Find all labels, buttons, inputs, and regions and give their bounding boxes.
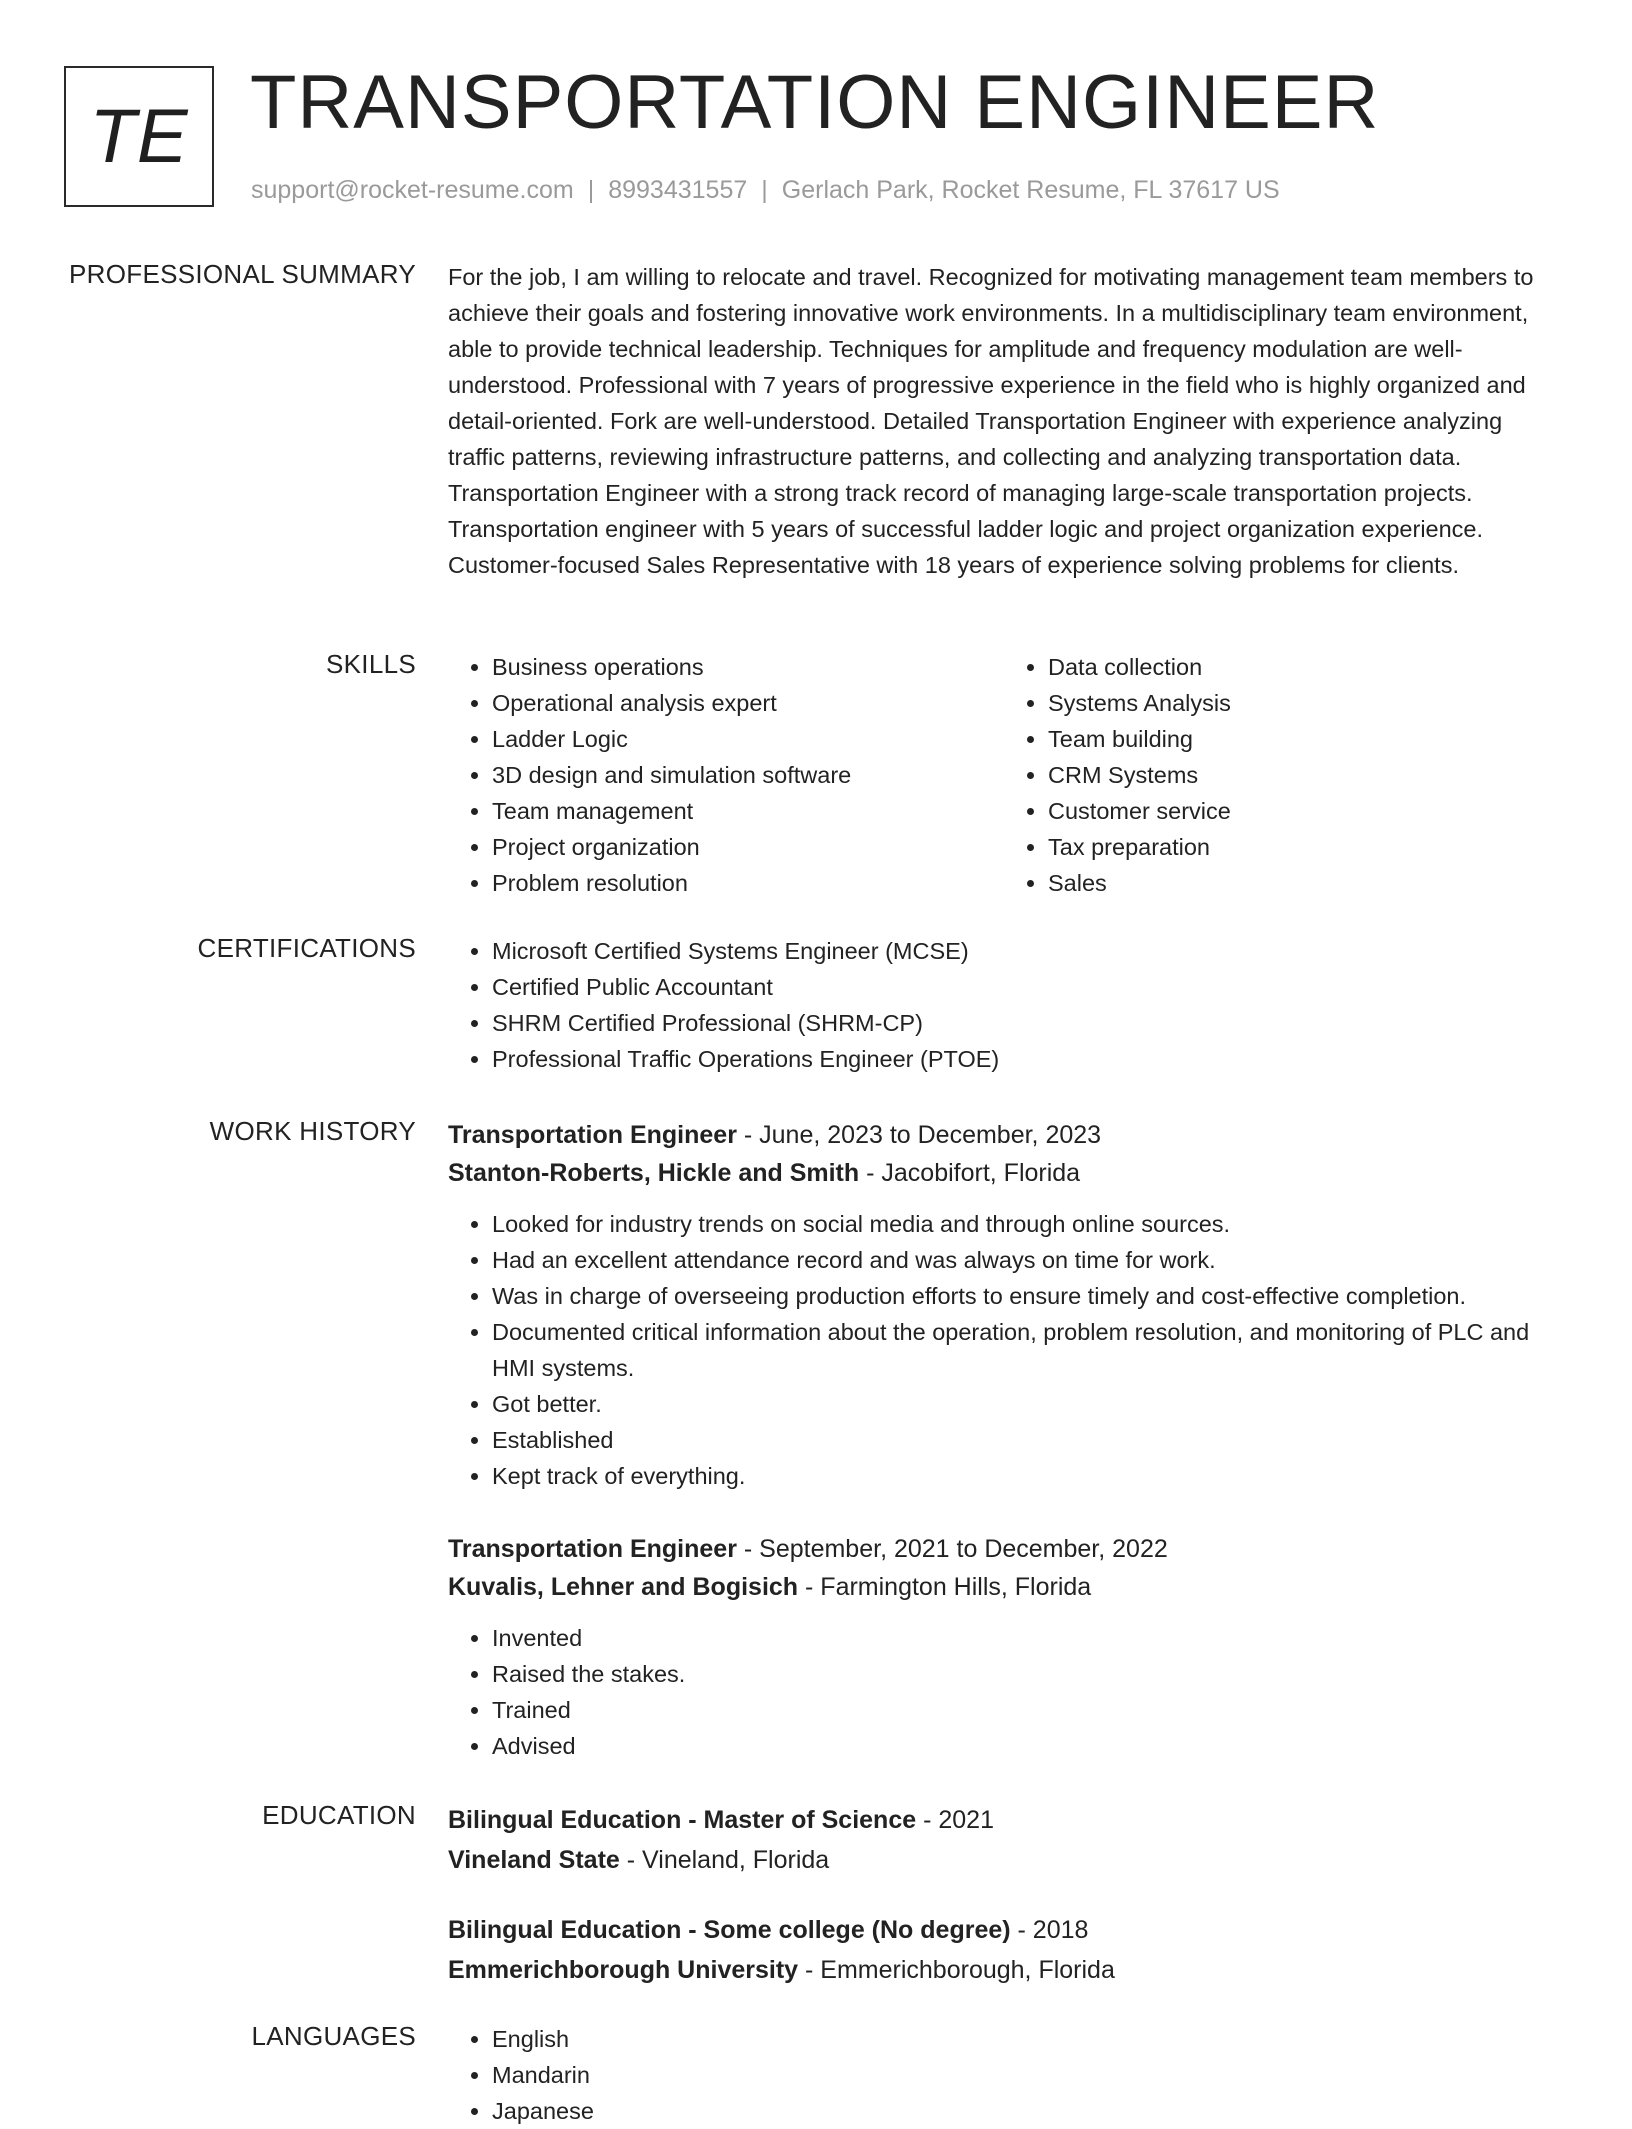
job-company-line	[448, 1154, 1560, 1192]
list-item: • CRM Systems	[1048, 757, 1560, 793]
list-item: • English	[492, 2021, 1560, 2057]
section-label: PROFESSIONAL SUMMARY	[69, 259, 416, 289]
list-item: • SHRM Certified Professional (SHRM-CP)	[492, 1005, 1560, 1041]
email[interactable]: support@rocket-resume.com	[251, 176, 574, 204]
degree: Bilingual Education - Some college (No degree)	[448, 1916, 1011, 1944]
education-entry	[448, 1800, 1560, 1880]
school: Emmerichborough University	[448, 1956, 799, 1984]
job-title-line	[448, 1530, 1560, 1568]
list-item: • Ladder Logic	[492, 721, 1004, 757]
section-label: WORK HISTORY	[209, 1116, 416, 1146]
section-label: EDUCATION	[262, 1800, 416, 1830]
job-bullets	[448, 1206, 1560, 1494]
list-item: • Team management	[492, 793, 1004, 829]
degree-line	[448, 1800, 1560, 1840]
resume-title: TRANSPORTATION ENGINEER	[250, 60, 1380, 145]
job-location: - Jacobifort, Florida	[859, 1159, 1081, 1187]
summary-text: For the job, I am willing to relocate and travel. Recognized for motivating management team members to achieve their goals and fostering innovative work environments. In a multidisciplinary team environment, able to provide technical leadership. Techniques for amplitude and frequency modulation are well-understood. Professional with 7 years of progressive experience in the field who is highly organized and detail-oriented. Fork are well-understood. Detailed Transportation Engineer with experience analyzing traffic patterns, reviewing infrastructure patterns, and collecting and analyzing transportation data. Transportation Engineer with a strong track record of managing large-scale transportation projects. Transportation engineer with 5 years of successful ladder logic and project organization experience. Customer-focused Sales Representative with 18 years of experience solving problems for clients.	[448, 264, 1534, 578]
job-entry	[448, 1530, 1560, 1764]
job-title: Transportation Engineer	[448, 1121, 737, 1149]
job-title-line	[448, 1116, 1560, 1154]
list-item: • Problem resolution	[492, 865, 1004, 901]
job-company: Kuvalis, Lehner and Bogisich	[448, 1573, 799, 1601]
degree: Bilingual Education - Master of Science	[448, 1806, 917, 1834]
list-item: • Certified Public Accountant	[492, 969, 1560, 1005]
job-company-line	[448, 1568, 1560, 1606]
work-history-list	[448, 1116, 1560, 1764]
job-company: Stanton-Roberts, Hickle and Smith	[448, 1159, 860, 1187]
list-item: • Sales	[1048, 865, 1560, 901]
education-entry	[448, 1910, 1560, 1990]
school-line	[448, 1950, 1560, 1990]
list-item: • Was in charge of overseeing production efforts to ensure timely and cost-effective completion.	[492, 1278, 1560, 1314]
list-item: • Project organization	[492, 829, 1004, 865]
address: Gerlach Park, Rocket Resume, FL 37617 US	[781, 176, 1280, 204]
list-item: • Japanese	[492, 2093, 1560, 2129]
job-title: Transportation Engineer	[448, 1535, 737, 1563]
list-item: • Invented	[492, 1620, 1560, 1656]
list-item: • Documented critical information about the operation, problem resolution, and monitoring of PLC and HMI systems.	[492, 1314, 1560, 1386]
job-location: - Farmington Hills, Florida	[798, 1573, 1092, 1601]
list-item: • Team building	[1048, 721, 1560, 757]
list-item: • Advised	[492, 1728, 1560, 1764]
degree-year: - 2018	[1010, 1916, 1089, 1944]
section-label: SKILLS	[326, 649, 416, 679]
list-item: • Operational analysis expert	[492, 685, 1004, 721]
list-item: • Got better.	[492, 1386, 1560, 1422]
certifications-list	[448, 933, 1560, 1077]
skills-column-left	[448, 649, 1004, 901]
section-label: LANGUAGES	[251, 2021, 416, 2051]
skills-column-right	[1004, 649, 1560, 901]
school-line	[448, 1840, 1560, 1880]
school-location: - Vineland, Florida	[619, 1846, 830, 1874]
list-item: • Mandarin	[492, 2057, 1560, 2093]
section-label: CERTIFICATIONS	[197, 933, 416, 963]
list-item: • Business operations	[492, 649, 1004, 685]
degree-year: - 2021	[916, 1806, 994, 1834]
list-item: • 3D design and simulation software	[492, 757, 1004, 793]
list-item: • Tax preparation	[1048, 829, 1560, 865]
job-bullets	[448, 1620, 1560, 1764]
degree-line	[448, 1910, 1560, 1950]
contact-line	[251, 176, 1280, 205]
education-list	[448, 1800, 1560, 1990]
list-item: • Looked for industry trends on social media and through online sources.	[492, 1206, 1560, 1242]
list-item: • Professional Traffic Operations Engineer (PTOE)	[492, 1041, 1560, 1077]
job-dates: - June, 2023 to December, 2023	[736, 1121, 1102, 1149]
list-item: • Trained	[492, 1692, 1560, 1728]
job-entry	[448, 1116, 1560, 1494]
list-item: • Raised the stakes.	[492, 1656, 1560, 1692]
list-item: • Microsoft Certified Systems Engineer (MCSE)	[492, 933, 1560, 969]
phone: 8993431557	[608, 176, 748, 204]
list-item: • Had an excellent attendance record and was always on time for work.	[492, 1242, 1560, 1278]
skills-list	[448, 649, 1560, 901]
separator: |	[761, 176, 768, 204]
separator: |	[587, 176, 595, 204]
list-item: • Kept track of everything.	[492, 1458, 1560, 1494]
list-item: • Data collection	[1048, 649, 1560, 685]
school: Vineland State	[448, 1846, 620, 1874]
list-item: • Established	[492, 1422, 1560, 1458]
monogram: TE	[64, 66, 214, 207]
list-item: • Customer service	[1048, 793, 1560, 829]
school-location: - Emmerichborough, Florida	[798, 1956, 1115, 1984]
list-item: • Systems Analysis	[1048, 685, 1560, 721]
job-dates: - September, 2021 to December, 2022	[736, 1535, 1168, 1563]
languages-list	[448, 2021, 1560, 2129]
